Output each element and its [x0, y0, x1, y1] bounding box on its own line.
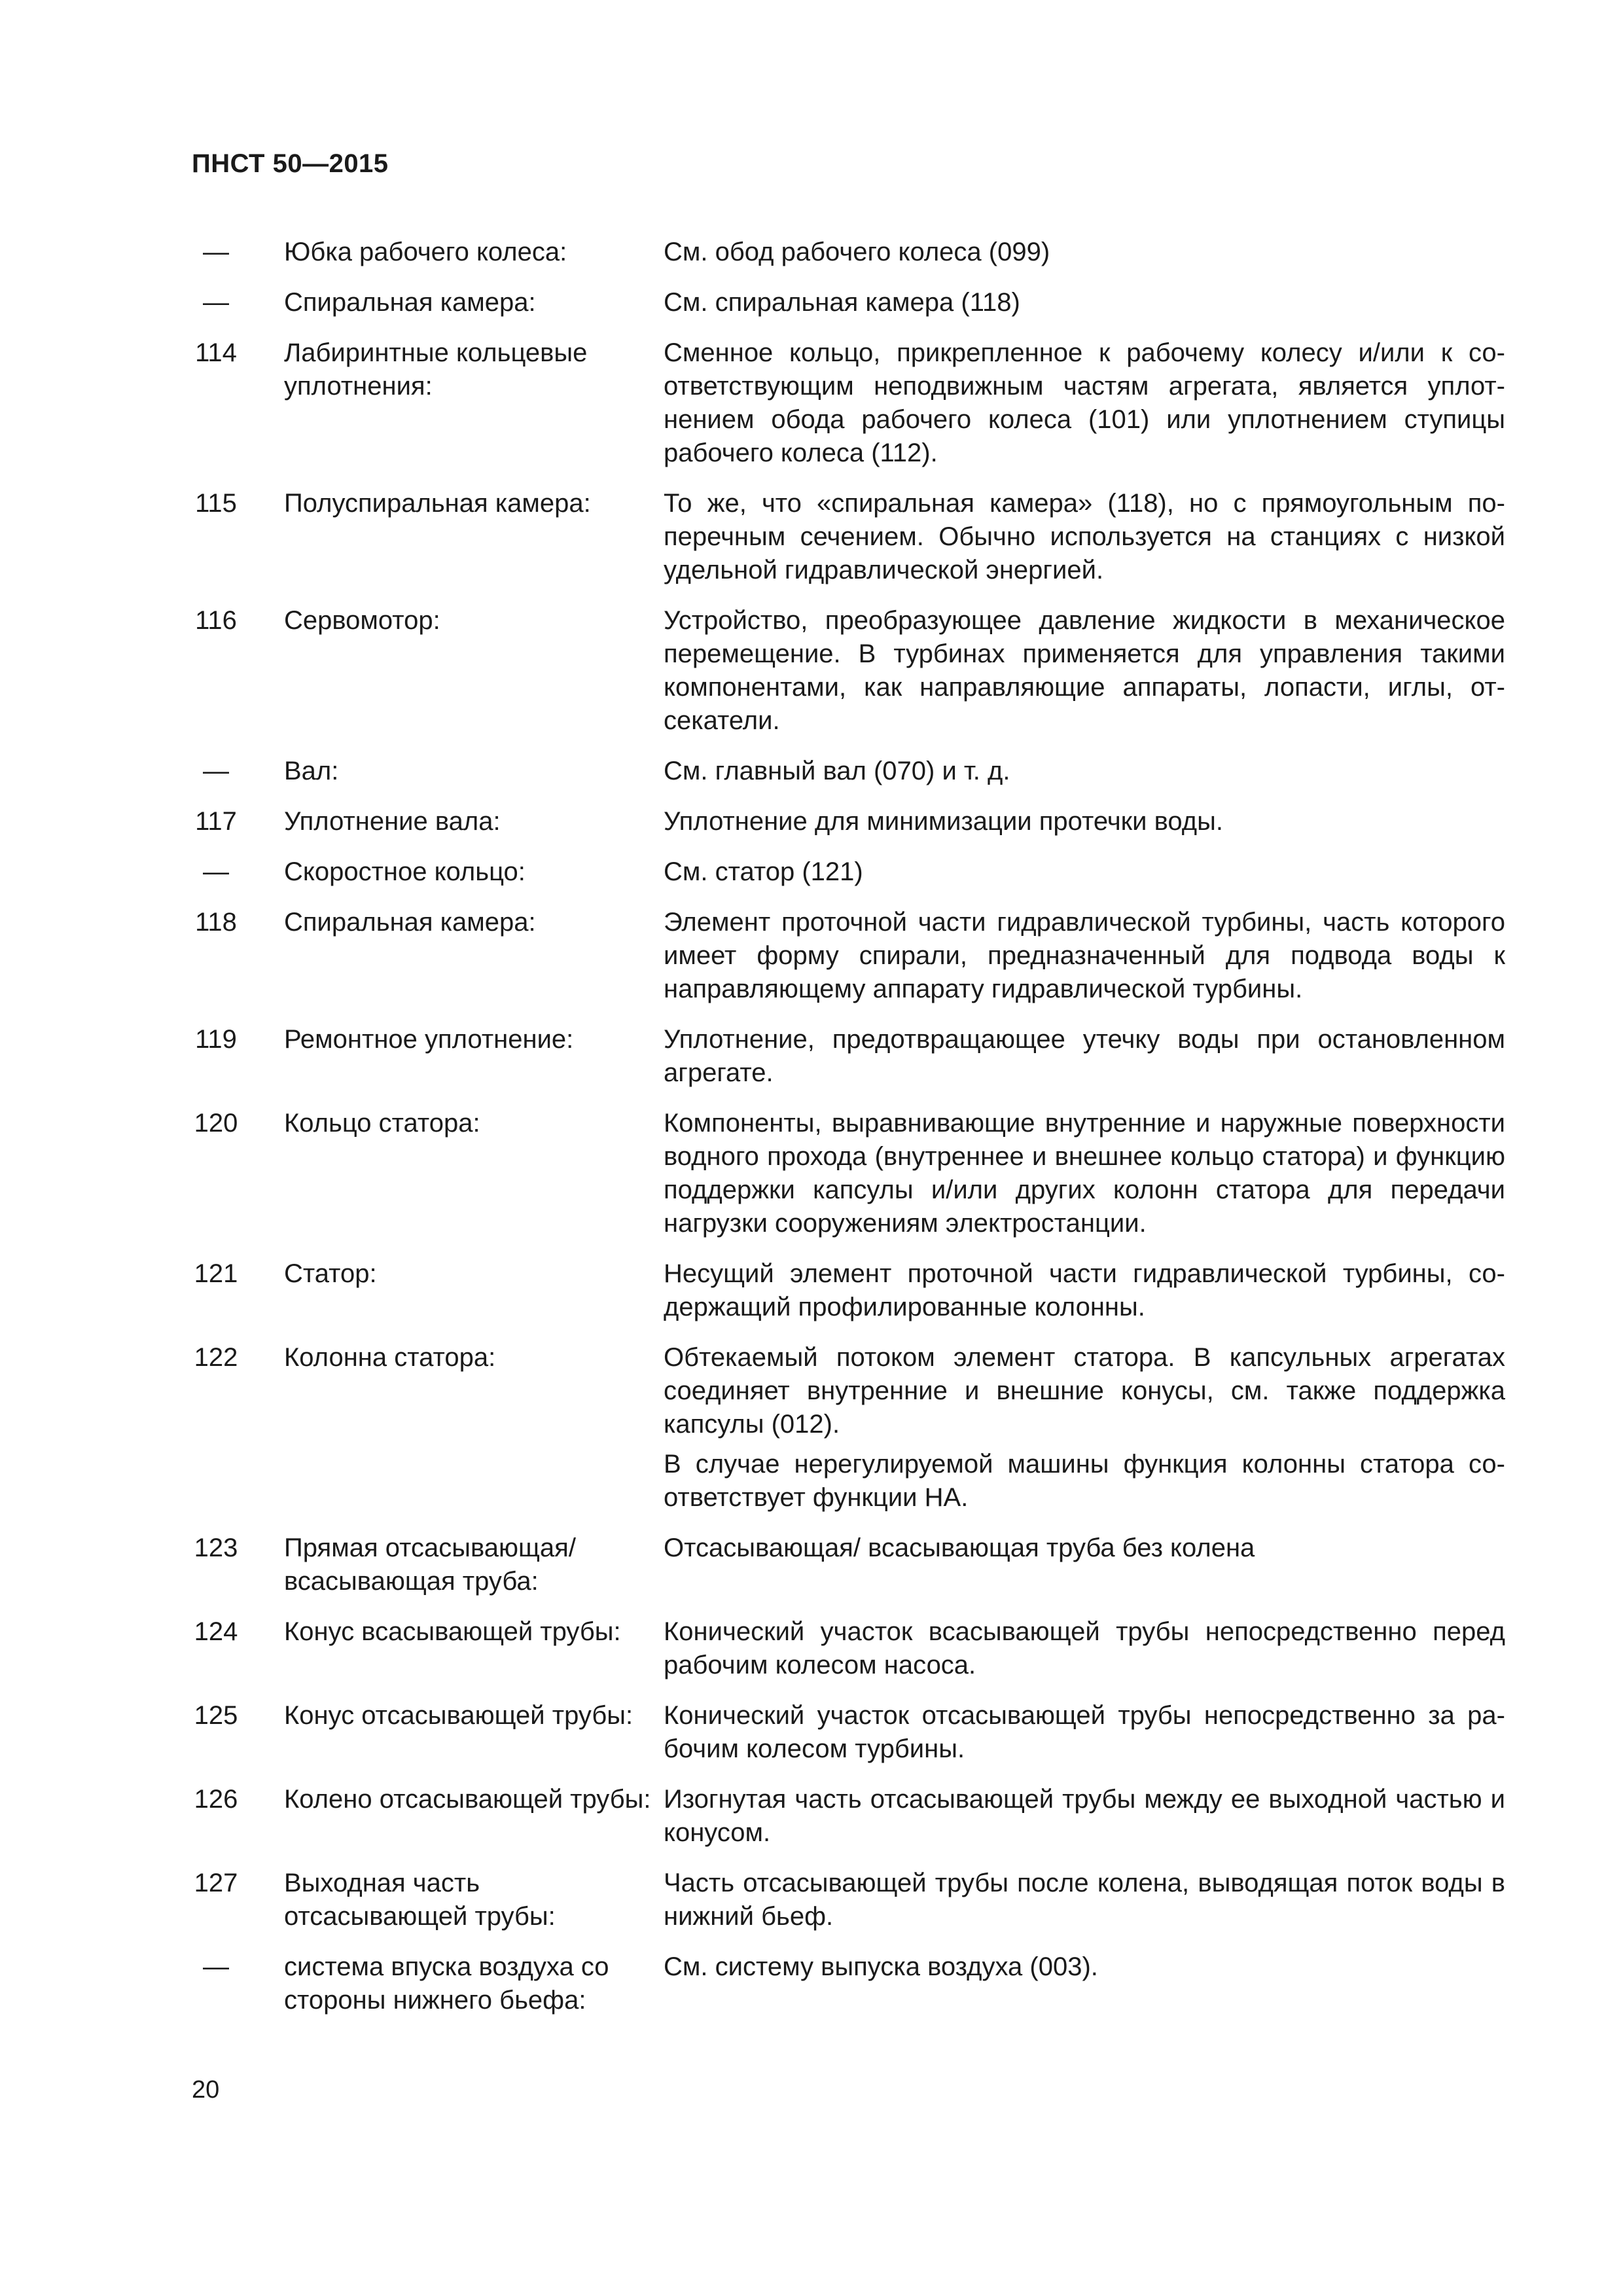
- term-number: 120: [194, 1109, 238, 1138]
- term-number: —: [203, 238, 229, 266]
- term-row: [190, 336, 1505, 470]
- term-number: —: [203, 857, 229, 886]
- page-number: 20: [192, 2076, 220, 2104]
- term-name: Ремонтное уплотнение:: [284, 1025, 574, 1054]
- term-name: Колено отсасывающей трубы:: [284, 1785, 651, 1814]
- term-row: [190, 604, 1505, 738]
- term-row: [190, 1783, 1505, 1850]
- term-definition: [664, 1783, 1505, 1850]
- term-definition: [664, 1107, 1505, 1240]
- definition-paragraph: Конический участок отсасывающей трубы непосредственно за рабочим колесом турбины.: [664, 1701, 1505, 1763]
- term-definition: [664, 805, 1505, 838]
- term-row: [190, 286, 1505, 319]
- term-definition: [664, 487, 1505, 587]
- term-definition: [664, 1532, 1505, 1565]
- term-row: [190, 1341, 1505, 1515]
- term-number: 118: [195, 908, 237, 937]
- term-definition: [664, 604, 1505, 738]
- term-name: Прямая отсасывающая/ всасывающая труба:: [284, 1534, 576, 1596]
- definition-paragraph: Отсасывающая/ всасывающая труба без колена: [664, 1534, 1255, 1562]
- term-name: система впуска воздуха со стороны нижнего бьефа:: [284, 1952, 609, 2015]
- term-definition: [664, 1699, 1505, 1766]
- definition-paragraph: Часть отсасывающей трубы после колена, выводящая поток воды в нижний бьеф.: [664, 1869, 1505, 1931]
- definition-paragraph: См. главный вал (070) и т. д.: [664, 757, 1010, 785]
- term-number: 122: [194, 1343, 238, 1372]
- term-row: [190, 906, 1505, 1006]
- terms-list: [190, 236, 1505, 2034]
- term-number: 124: [194, 1617, 238, 1646]
- term-row: [190, 1107, 1505, 1240]
- term-name: Скоростное кольцо:: [284, 857, 526, 886]
- term-definition: [664, 286, 1505, 319]
- term-definition: [664, 755, 1505, 788]
- term-definition: [664, 1950, 1505, 1984]
- term-name: Юбка рабочего колеса:: [284, 238, 567, 266]
- definition-paragraph: То же, что «спиральная камера» (118), но с прямоугольным поперечным сечением. Обычно используется на станциях с низкой удельной гидравлической энергией.: [664, 489, 1505, 584]
- term-row: [190, 1867, 1505, 1933]
- term-row: [190, 1023, 1505, 1090]
- term-name: Конус отсасывающей трубы:: [284, 1701, 633, 1730]
- definition-paragraph: Компоненты, выравнивающие внутренние и наружные поверхности водного прохода (внутреннее и внешнее кольцо статора) и функцию поддержки капсулы и/или других колонн статора для передачи нагрузки сооружениям электростанции.: [664, 1109, 1505, 1238]
- term-number: 123: [194, 1534, 238, 1562]
- definition-paragraph: Устройство, преобразующее давление жидкости в механическое перемещение. В турбинах применяется для управления такими компонентами, как направляющие аппараты, лопасти, иглы, отсекатели.: [664, 606, 1505, 735]
- document-code: ПНСТ 50—2015: [192, 149, 389, 178]
- term-definition: [664, 855, 1505, 889]
- term-definition: [664, 1341, 1505, 1515]
- term-row: [190, 855, 1505, 889]
- definition-paragraph: Уплотнение, предотвращающее утечку воды при остановленном агрегате.: [664, 1025, 1505, 1087]
- term-definition: [664, 1257, 1505, 1324]
- term-definition: [664, 906, 1505, 1006]
- definition-paragraph: См. спиральная камера (118): [664, 288, 1020, 317]
- term-row: [190, 1257, 1505, 1324]
- term-name: Сервомотор:: [284, 606, 440, 635]
- term-name: Вал:: [284, 757, 339, 785]
- term-definition: [664, 236, 1505, 269]
- term-definition: [664, 1615, 1505, 1682]
- term-name: Статор:: [284, 1259, 377, 1288]
- term-number: 125: [194, 1701, 238, 1730]
- term-number: 115: [195, 489, 237, 518]
- term-number: 116: [195, 606, 237, 635]
- definition-paragraph: Элемент проточной части гидравлической турбины, часть которого имеет форму спирали, предназначенный для подвода воды к направляющему аппарату гидравлической турбины.: [664, 908, 1505, 1003]
- term-number: 119: [195, 1025, 237, 1054]
- term-number: 126: [194, 1785, 238, 1814]
- term-number: —: [203, 1952, 229, 1981]
- term-row: [190, 1699, 1505, 1766]
- definition-paragraph: Уплотнение для минимизации протечки воды.: [664, 807, 1223, 836]
- term-row: [190, 1615, 1505, 1682]
- definition-paragraph: См. статор (121): [664, 857, 863, 886]
- definition-paragraph: Сменное кольцо, прикрепленное к рабочему колесу и/или к соответствующим неподвижным частям агрегата, является уплотнением обода рабочего колеса (101) или уплотнением ступицы рабочего колеса (112).: [664, 338, 1505, 467]
- term-row: [190, 1532, 1505, 1598]
- term-definition: [664, 1023, 1505, 1090]
- term-number: 114: [195, 338, 237, 367]
- term-name: Лабиринтные кольцевые уплотнения:: [284, 338, 588, 401]
- definition-paragraph: Изогнутая часть отсасывающей трубы между ее выходной частью и конусом.: [664, 1785, 1505, 1847]
- definition-paragraph: Обтекаемый потоком элемент статора. В капсульных агрегатах соединяет внутренние и внешние конусы, см. также поддержка капсулы (012).: [664, 1343, 1505, 1439]
- term-name: Уплотнение вала:: [284, 807, 501, 836]
- term-name: Колонна статора:: [284, 1343, 496, 1372]
- term-row: [190, 1950, 1505, 2017]
- term-number: —: [203, 288, 229, 317]
- term-number: —: [203, 757, 229, 785]
- term-name: Кольцо статора:: [284, 1109, 480, 1138]
- term-number: 127: [194, 1869, 238, 1897]
- term-definition: [664, 336, 1505, 470]
- term-name: Спиральная камера:: [284, 908, 536, 937]
- definition-paragraph: В случае нерегулируемой машины функция колонны статора соответствует функции НА.: [664, 1450, 1505, 1512]
- definition-paragraph: См. систему выпуска воздуха (003).: [664, 1952, 1098, 1981]
- term-row: [190, 805, 1505, 838]
- definition-paragraph: См. обод рабочего колеса (099): [664, 238, 1050, 266]
- term-name: Спиральная камера:: [284, 288, 536, 317]
- term-name: Конус всасывающей трубы:: [284, 1617, 621, 1646]
- term-row: [190, 487, 1505, 587]
- definition-paragraph: Несущий элемент проточной части гидравлической турбины, содержащий профилированные колонны.: [664, 1259, 1505, 1321]
- term-number: 117: [195, 807, 237, 836]
- term-row: [190, 755, 1505, 788]
- term-definition: [664, 1867, 1505, 1933]
- term-row: [190, 236, 1505, 269]
- term-name: Полуспиральная камера:: [284, 489, 591, 518]
- term-name: Выходная часть отсасывающей трубы:: [284, 1869, 556, 1931]
- term-number: 121: [194, 1259, 238, 1288]
- definition-paragraph: Конический участок всасывающей трубы непосредственно перед рабочим колесом насоса.: [664, 1617, 1505, 1679]
